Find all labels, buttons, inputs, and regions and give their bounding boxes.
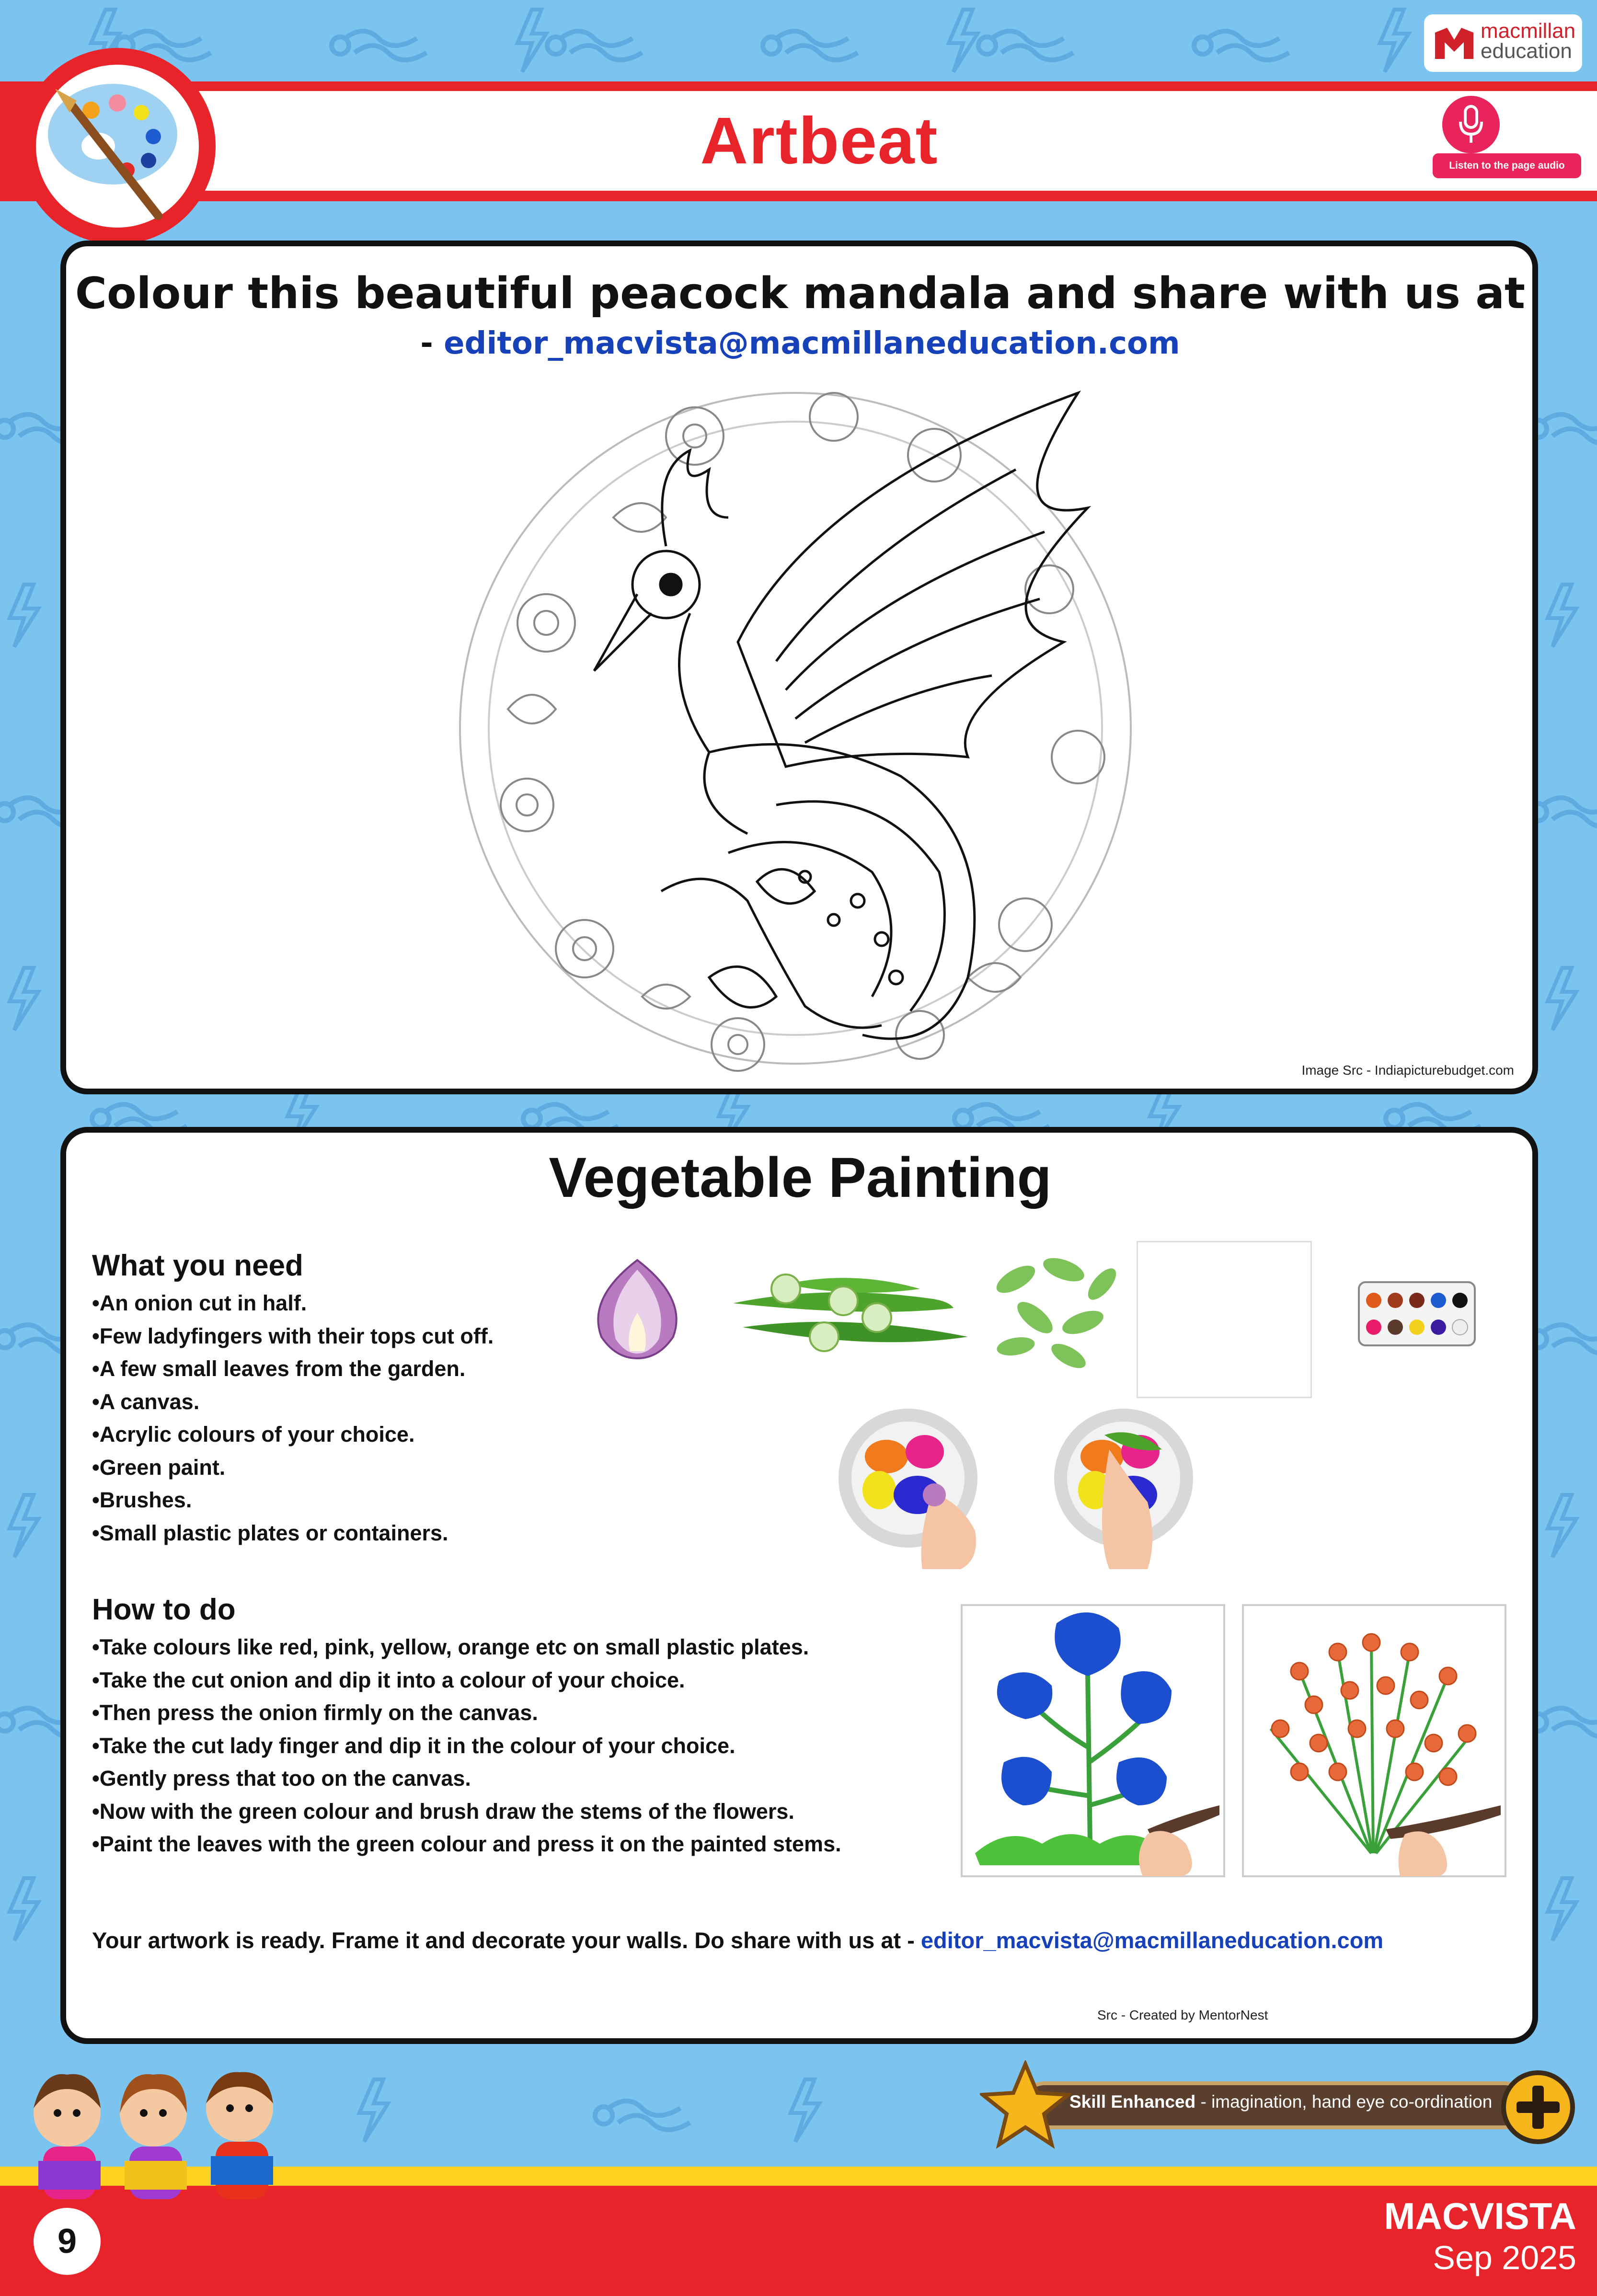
skill-text bbox=[1069, 2092, 1492, 2112]
list-item: •Then press the onion firmly on the canvas. bbox=[92, 1700, 538, 1725]
kids-reading-illustration bbox=[14, 2060, 297, 2223]
list-item: •Take the cut lady finger and dip it in the colour of your choice. bbox=[92, 1733, 735, 1758]
ladyfinger-image bbox=[728, 1255, 977, 1361]
mandala-heading: Colour this beautiful peacock mandala and share with us at bbox=[75, 268, 1526, 319]
paint-palette-image bbox=[1357, 1280, 1477, 1347]
list-item: •Green paint. bbox=[92, 1455, 226, 1480]
list-item: •Brushes. bbox=[92, 1488, 192, 1512]
skill-label: Skill Enhanced bbox=[1069, 2092, 1196, 2112]
skill-detail: - imagination, hand eye co-ordination bbox=[1195, 2092, 1493, 2112]
how-list bbox=[92, 1631, 841, 1861]
palette-badge bbox=[14, 43, 220, 249]
list-item: •Small plastic plates or containers. bbox=[92, 1520, 448, 1545]
mandala-email-line bbox=[67, 326, 1533, 361]
onion-image bbox=[577, 1255, 697, 1361]
need-list bbox=[92, 1287, 494, 1550]
list-item: •A few small leaves from the garden. bbox=[92, 1356, 466, 1381]
how-title: How to do bbox=[92, 1593, 236, 1626]
final-message bbox=[92, 1927, 1383, 1953]
list-item: •Take colours like red, pink, yellow, orange etc on small plastic plates. bbox=[92, 1635, 809, 1659]
canvas-image bbox=[1137, 1241, 1312, 1398]
logo-line2: education bbox=[1481, 39, 1572, 63]
vegetable-heading: Vegetable Painting bbox=[549, 1146, 1052, 1209]
list-item: •An onion cut in half. bbox=[92, 1291, 307, 1315]
microphone-icon bbox=[1457, 104, 1485, 145]
magazine-date: Sep 2025 bbox=[1433, 2239, 1576, 2276]
final-text: Your artwork is ready. Frame it and decorate your walls. Do share with us at - bbox=[92, 1928, 921, 1953]
list-item: •Few ladyfingers with their tops cut off. bbox=[92, 1323, 494, 1348]
plus-icon[interactable] bbox=[1500, 2069, 1576, 2146]
final-email-link[interactable]: editor_macvista@macmillaneducation.com bbox=[920, 1928, 1384, 1953]
list-item: •Gently press that too on the canvas. bbox=[92, 1766, 471, 1791]
need-title: What you need bbox=[92, 1249, 303, 1282]
ladyfinger-stamping-image bbox=[1052, 1406, 1215, 1569]
star-icon bbox=[980, 2060, 1071, 2151]
macmillan-logo-text bbox=[1481, 21, 1575, 61]
onion-stamping-image bbox=[836, 1406, 999, 1569]
blue-flower-painting bbox=[961, 1604, 1225, 1877]
macmillan-logo-mark bbox=[1433, 23, 1476, 62]
list-item: •Acrylic colours of your choice. bbox=[92, 1422, 415, 1446]
peacock-mandala-image bbox=[441, 374, 1150, 1083]
mandala-image-source: Image Src - Indiapicturebudget.com bbox=[1301, 1063, 1514, 1078]
page-number: 9 bbox=[34, 2208, 101, 2275]
page-title: Artbeat bbox=[700, 104, 939, 178]
list-item: •Now with the green colour and brush draw the stems of the flowers. bbox=[92, 1799, 794, 1824]
mandala-email-link[interactable]: editor_macvista@macmillaneducation.com bbox=[444, 326, 1180, 361]
logo-line1: macmillan bbox=[1481, 19, 1576, 43]
email-prefix: - bbox=[420, 326, 444, 361]
ladyfinger-flower-painting bbox=[1242, 1604, 1506, 1877]
list-item: •Take the cut onion and dip it into a colour of your choice. bbox=[92, 1667, 685, 1692]
magazine-name: MACVISTA bbox=[1384, 2195, 1576, 2237]
listen-audio-button[interactable] bbox=[1442, 96, 1500, 153]
list-item: •Paint the leaves with the green colour and press it on the painted stems. bbox=[92, 1832, 841, 1856]
leaves-image bbox=[987, 1251, 1121, 1370]
listen-audio-label[interactable]: Listen to the page audio bbox=[1433, 153, 1581, 178]
vegetable-source: Src - Created by MentorNest bbox=[1097, 2008, 1268, 2022]
list-item: •A canvas. bbox=[92, 1389, 200, 1414]
